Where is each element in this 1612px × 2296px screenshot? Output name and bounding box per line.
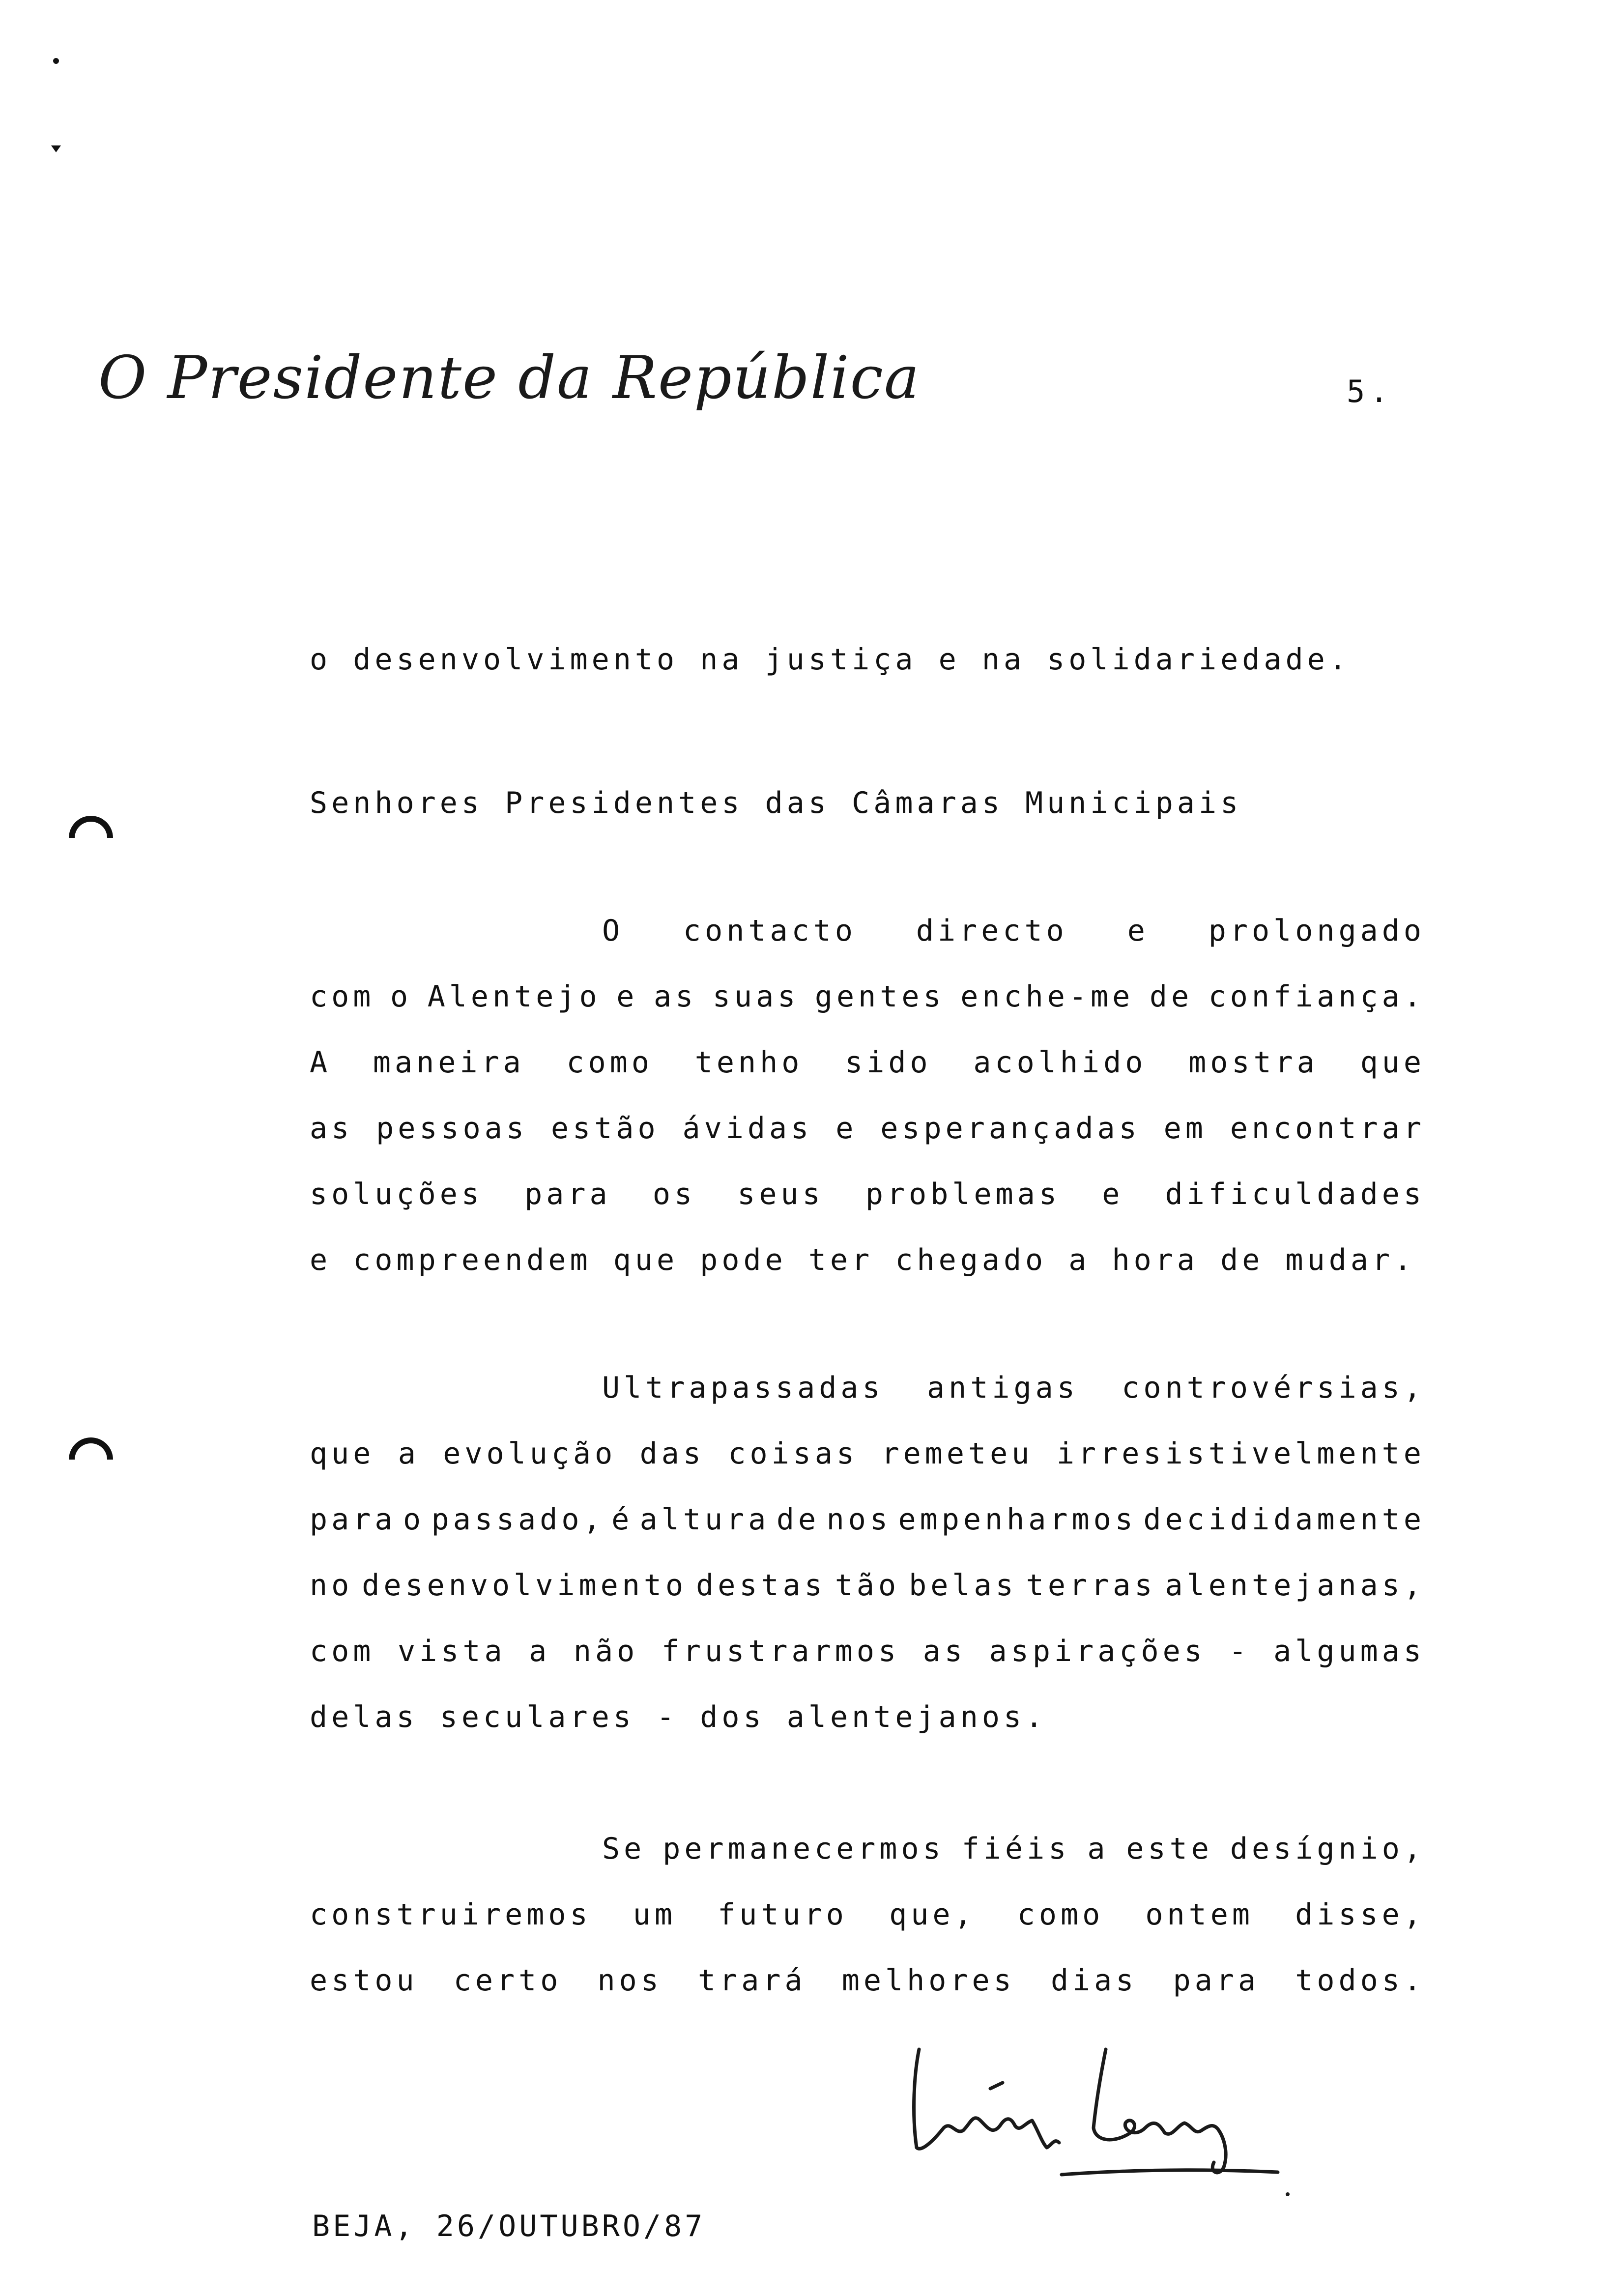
word: e [1102,1177,1124,1211]
word: desenvolvimento [362,1568,688,1603]
word: belas [909,1568,1017,1603]
word: algumas [1273,1634,1425,1668]
word: certo [453,1963,562,1998]
word: a [1087,1832,1109,1866]
paragraph-4-line-3 [310,1963,1425,1998]
scan-triangle-mark [51,145,61,152]
word: Se [602,1832,646,1866]
paragraph-2-line-3 [310,1045,1425,1080]
word: desígnio, [1230,1832,1425,1866]
word: e [835,1111,858,1146]
word: contacto [683,914,857,948]
paragraph-3-line-5 [310,1634,1425,1669]
handwritten-signature [899,2030,1302,2207]
paragraph-3-line-1 [602,1370,1425,1406]
word: de [776,1502,820,1537]
page-number: 5. [1347,373,1393,409]
paragraph-2-line-6: e compreendem que pode ter chegado a hora de mudar. [310,1243,1416,1277]
paragraph-4-line-2 [310,1897,1425,1932]
paragraph-4-line-1 [602,1831,1425,1866]
word: confiança. [1208,979,1425,1014]
word: vista [397,1634,506,1668]
paragraph-3-line-4 [310,1568,1425,1603]
word: Alentejo [427,979,601,1014]
word: coisas [728,1436,859,1471]
word: em [1163,1111,1207,1146]
word: terras [1026,1568,1156,1603]
word: soluções [310,1177,483,1211]
word: dificuldades [1165,1177,1425,1211]
word: ávidas [682,1111,813,1146]
word: pessoas [376,1111,528,1146]
word: com [310,1634,375,1668]
word: como [566,1045,653,1080]
word: nos [597,1963,662,1998]
paragraph-3-line-6: delas seculares - dos alentejanos. [310,1700,1047,1734]
word: problemas [865,1177,1061,1211]
word: encontrar [1230,1111,1425,1146]
word: antigas [927,1371,1079,1405]
paragraph-2-line-2 [310,979,1425,1014]
word: as [310,1111,353,1146]
word: gentes [814,979,945,1014]
word: alentejanas, [1165,1568,1425,1603]
word: frustrarmos [661,1634,900,1668]
word: de [1149,979,1193,1014]
word: para [524,1177,611,1211]
word: não [573,1634,639,1668]
word: enche-me [960,979,1134,1014]
word: construiremos [310,1897,592,1932]
word: que [1360,1045,1425,1080]
word: o [403,1502,425,1537]
punch-hole-mark-bottom [69,1437,113,1460]
word: a [529,1634,551,1668]
word: tenho [694,1045,804,1080]
word: O [602,914,624,948]
word: directo [916,914,1068,948]
word: todos. [1295,1963,1425,1998]
word: estão [550,1111,660,1146]
word: futuro [718,1897,848,1932]
word: que, [889,1897,976,1932]
word: suas [712,979,800,1014]
word: empenharmos [898,1502,1137,1537]
word: irresistivelmente [1056,1436,1425,1471]
word: com [310,979,375,1014]
word: e [616,979,638,1014]
word: esperançadas [880,1111,1141,1146]
word: o [390,979,412,1014]
salutation: Senhores Presidentes das Câmaras Municipais [310,786,1242,820]
word: que [310,1436,375,1471]
word: decididamente [1143,1502,1425,1537]
scan-dot-mark [53,58,59,64]
word: trará [698,1963,806,1998]
word: controvérsias, [1122,1371,1425,1405]
word: melhores [841,1963,1015,1998]
word: aspirações [989,1634,1206,1668]
paragraph-2-line-5 [310,1177,1425,1212]
word: seus [737,1177,824,1211]
word: mostra [1188,1045,1319,1080]
word: destas [696,1568,826,1603]
word: remeteu [881,1436,1034,1471]
word: os [652,1177,696,1211]
word: as [653,979,697,1014]
word: ontem [1145,1897,1254,1932]
word: A [310,1045,332,1080]
word: Ultrapassadas [602,1371,884,1405]
word: passado, [431,1502,605,1537]
word: a [398,1436,420,1471]
word: nos [826,1502,892,1537]
word: as [922,1634,966,1668]
word: dias [1050,1963,1138,1998]
word: altura [639,1502,770,1537]
word: este [1126,1832,1213,1866]
word: um [633,1897,677,1932]
word: tão [835,1568,900,1603]
date-location-line: BEJA, 26/OUTUBRO/87 [312,2209,706,2243]
word: permanecermos [662,1832,945,1866]
paragraph-3-line-3 [310,1502,1425,1537]
word: para [310,1502,397,1537]
word: disse, [1295,1897,1425,1932]
word: é [611,1502,633,1537]
word: sido [845,1045,932,1080]
word: para [1173,1963,1260,1998]
word: prolongado [1208,914,1425,948]
paragraph-2-line-4 [310,1111,1425,1146]
paragraph-2-line-1 [602,913,1425,948]
punch-hole-mark-top [69,816,113,838]
word: das [639,1436,705,1471]
word: evolução [443,1436,617,1471]
word: estou [310,1963,418,1998]
word: fiéis [961,1832,1070,1866]
word: como [1017,1897,1104,1932]
word: acolhido [973,1045,1147,1080]
letterhead-title: O Presidente da República [98,344,921,412]
paragraph-3-line-2 [310,1436,1425,1471]
word: e [1127,914,1149,948]
word: maneira [373,1045,525,1080]
word: - [1229,1634,1251,1668]
word: no [310,1568,353,1603]
paragraph-1-line-1: o desenvolvimento na justiça e na solidariedade. [310,642,1351,677]
